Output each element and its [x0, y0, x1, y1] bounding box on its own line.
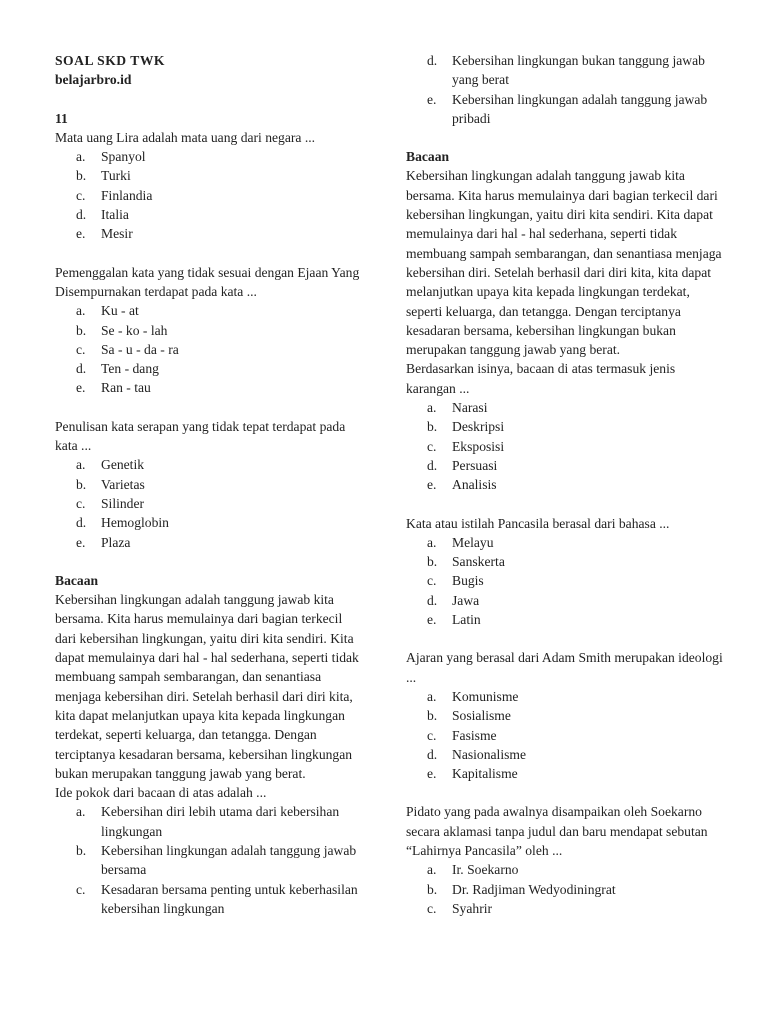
option-text: Kebersihan lingkungan adalah tanggung jawab pribadi	[452, 91, 708, 126]
option-text: Ir. Soekarno	[452, 862, 519, 878]
option-letter: c.	[76, 881, 86, 897]
question-adam-smith	[406, 648, 726, 783]
question-text: Ide pokok dari bacaan di atas adalah ...	[55, 785, 267, 801]
option-text: Varietas	[101, 476, 145, 492]
answer-option	[55, 224, 365, 243]
answer-option	[55, 533, 365, 552]
answer-options	[406, 51, 726, 128]
answer-option	[406, 687, 726, 706]
option-text: Kesadaran bersama penting untuk keberhasilan kebersihan lingkungan	[101, 881, 358, 916]
question-ide-pokok-continued	[406, 51, 726, 128]
option-text: Sanskerta	[452, 554, 505, 570]
question-jenis-karangan	[406, 147, 726, 494]
passage-text: Kebersihan lingkungan adalah tanggung jawab kita bersama. Kita harus memulainya dari bagian terkecil dari kebersihan lingkungan, yaitu diri kita sendiri. Kita dapat memulainya dari hal - hal sederhana, seperti tidak membuang sampah sembarangan, dan senantiasa menjaga kebersihan diri. Setelah berhasil dari diri kita, kita dapat melanjutkan upaya kita kepada lingkungan terdekat, seperti keluarga, dan tetangga. Dengan terciptanya kesadaran bersama, kebersihan lingkungan bukan merupakan tanggung jawab yang berat.	[406, 168, 722, 358]
option-text: Eksposisi	[452, 438, 505, 454]
option-text: Fasisme	[452, 727, 497, 743]
document-title: SOAL SKD TWK	[55, 53, 166, 68]
answer-option	[55, 378, 365, 397]
answer-option	[406, 860, 726, 879]
answer-option	[55, 186, 365, 205]
answer-option	[406, 398, 726, 417]
passage-text: Kebersihan lingkungan adalah tanggung jawab kita bersama. Kita harus memulainya dari bagian terkecil dari kebersihan lingkungan, yaitu diri kita sendiri. Kita dapat memulainya dari hal - hal sederhana, seperti tidak membuang sampah sembarangan, dan senantiasa menjaga kebersihan diri. Setelah berhasil dari diri kita, kita dapat melanjutkan upaya kita kepada lingkungan terdekat, seperti keluarga, dan tetangga. Dengan terciptanya kesadaran bersama, kebersihan lingkungan bukan merupakan tanggung jawab yang berat.	[55, 592, 359, 781]
option-letter: d.	[427, 746, 438, 762]
option-text: Italia	[101, 207, 129, 223]
answer-options	[55, 455, 365, 551]
option-text: Ku - at	[101, 303, 139, 319]
option-letter: d.	[427, 53, 438, 68]
question-text: Berdasarkan isinya, bacaan di atas termasuk jenis karangan ...	[406, 361, 676, 396]
option-text: Melayu	[452, 534, 494, 550]
answer-option	[55, 494, 365, 513]
answer-options	[55, 301, 365, 397]
question-text: Pidato yang pada awalnya disampaikan oleh Soekarno secara aklamasi tanpa judul dan baru mendapat sebutan “Lahirnya Pancasila” oleh ...	[406, 804, 708, 858]
option-text: Plaza	[101, 534, 131, 550]
option-letter: b.	[76, 168, 87, 184]
option-text: Genetik	[101, 457, 145, 473]
question-pancasila-bahasa	[406, 514, 726, 630]
answer-options	[406, 687, 726, 783]
passage-label: Bacaan	[406, 149, 450, 165]
answer-option	[55, 841, 365, 880]
option-text: Ten - dang	[101, 361, 159, 377]
question-lahirnya-pancasila	[406, 802, 726, 918]
option-letter: d.	[427, 457, 438, 473]
answer-option	[406, 571, 726, 590]
option-text: Silinder	[101, 495, 145, 511]
option-letter: e.	[427, 477, 437, 493]
answer-option	[55, 321, 365, 340]
option-text: Finlandia	[101, 187, 153, 203]
option-letter: e.	[76, 380, 86, 396]
option-text: Kebersihan lingkungan bukan tanggung jawab yang berat	[452, 53, 705, 88]
option-letter: a.	[76, 149, 86, 165]
option-letter: c.	[76, 495, 86, 511]
answer-options	[55, 802, 365, 918]
option-text: Mesir	[101, 226, 133, 242]
question-ide-pokok	[55, 571, 365, 918]
option-letter: c.	[427, 727, 437, 743]
answer-options	[406, 533, 726, 629]
option-letter: a.	[76, 804, 86, 820]
option-text: Komunisme	[452, 688, 519, 704]
answer-options	[406, 860, 726, 918]
answer-option	[406, 552, 726, 571]
answer-option	[406, 880, 726, 899]
answer-option	[55, 475, 365, 494]
site-name: belajarbro.id	[55, 72, 132, 88]
answer-option	[406, 475, 726, 494]
answer-option	[55, 513, 365, 532]
answer-option	[55, 166, 365, 185]
option-text: Turki	[101, 168, 131, 184]
option-letter: e.	[427, 766, 437, 782]
option-letter: a.	[427, 688, 437, 704]
option-text: Kebersihan diri lebih utama dari kebersihan lingkungan	[101, 804, 340, 839]
answer-option	[406, 591, 726, 610]
option-text: Sosialisme	[452, 708, 511, 724]
option-letter: e.	[76, 534, 86, 550]
answer-options	[55, 147, 365, 243]
option-letter: e.	[76, 226, 86, 242]
answer-options	[406, 398, 726, 494]
option-text: Latin	[452, 612, 481, 628]
option-letter: b.	[427, 419, 438, 435]
option-letter: d.	[427, 592, 438, 608]
option-letter: a.	[427, 534, 437, 550]
answer-option	[406, 706, 726, 725]
option-text: Deskripsi	[452, 419, 505, 435]
answer-option	[55, 301, 365, 320]
option-text: Narasi	[452, 400, 488, 416]
option-letter: b.	[427, 708, 438, 724]
option-text: Jawa	[452, 592, 480, 608]
option-text: Bugis	[452, 573, 484, 589]
option-text: Analisis	[452, 477, 497, 493]
question-text: Mata uang Lira adalah mata uang dari negara ...	[55, 129, 316, 145]
question-lira	[55, 128, 365, 244]
option-text: Hemoglobin	[101, 515, 169, 531]
left-column	[55, 51, 365, 918]
option-letter: b.	[427, 554, 438, 570]
answer-option	[406, 533, 726, 552]
option-letter: b.	[76, 842, 87, 858]
question-serapan	[55, 417, 365, 552]
answer-option	[55, 205, 365, 224]
answer-option	[406, 745, 726, 764]
option-text: Se - ko - lah	[101, 322, 168, 338]
answer-option	[55, 455, 365, 474]
option-text: Sa - u - da - ra	[101, 341, 179, 357]
option-text: Ran - tau	[101, 380, 151, 396]
answer-option	[406, 51, 726, 90]
option-letter: e.	[427, 612, 437, 628]
option-letter: d.	[76, 515, 87, 531]
answer-option	[55, 359, 365, 378]
option-letter: c.	[427, 573, 437, 589]
answer-option	[55, 340, 365, 359]
option-letter: b.	[76, 322, 87, 338]
question-group-number: 11	[55, 110, 68, 126]
answer-option	[406, 456, 726, 475]
option-text: Dr. Radjiman Wedyodiningrat	[452, 881, 616, 897]
answer-option	[55, 880, 365, 919]
answer-option	[406, 90, 726, 129]
question-text: Penulisan kata serapan yang tidak tepat terdapat pada kata ...	[55, 418, 346, 454]
option-letter: d.	[76, 207, 87, 223]
question-pemenggalan	[55, 263, 365, 398]
option-text: Nasionalisme	[452, 746, 526, 762]
question-text: Kata atau istilah Pancasila berasal dari bahasa ...	[406, 515, 670, 531]
option-letter: c.	[427, 900, 437, 916]
option-letter: c.	[76, 341, 86, 357]
question-text: Pemenggalan kata yang tidak sesuai dengan Ejaan Yang Disempurnakan terdapat pada kata ...	[55, 264, 360, 299]
option-letter: b.	[76, 476, 87, 492]
option-letter: a.	[427, 400, 437, 416]
option-letter: b.	[427, 881, 438, 897]
answer-option	[55, 147, 365, 166]
answer-option	[406, 764, 726, 783]
option-letter: a.	[76, 303, 86, 319]
option-text: Persuasi	[452, 457, 498, 473]
right-column	[406, 51, 726, 918]
option-text: Spanyol	[101, 149, 146, 165]
option-letter: e.	[427, 91, 437, 107]
option-letter: a.	[427, 862, 437, 878]
answer-option	[406, 610, 726, 629]
option-text: Syahrir	[452, 900, 493, 916]
answer-option	[406, 417, 726, 436]
answer-option	[406, 726, 726, 745]
option-letter: a.	[76, 457, 86, 473]
option-text: Kapitalisme	[452, 766, 518, 782]
answer-option	[406, 899, 726, 918]
option-text: Kebersihan lingkungan adalah tanggung jawab bersama	[101, 842, 357, 878]
answer-option	[406, 437, 726, 456]
option-letter: c.	[427, 438, 437, 454]
option-letter: c.	[76, 187, 86, 203]
option-letter: d.	[76, 361, 87, 377]
passage-label: Bacaan	[55, 572, 99, 588]
question-text: Ajaran yang berasal dari Adam Smith merupakan ideologi ...	[406, 650, 723, 685]
answer-option	[55, 802, 365, 841]
